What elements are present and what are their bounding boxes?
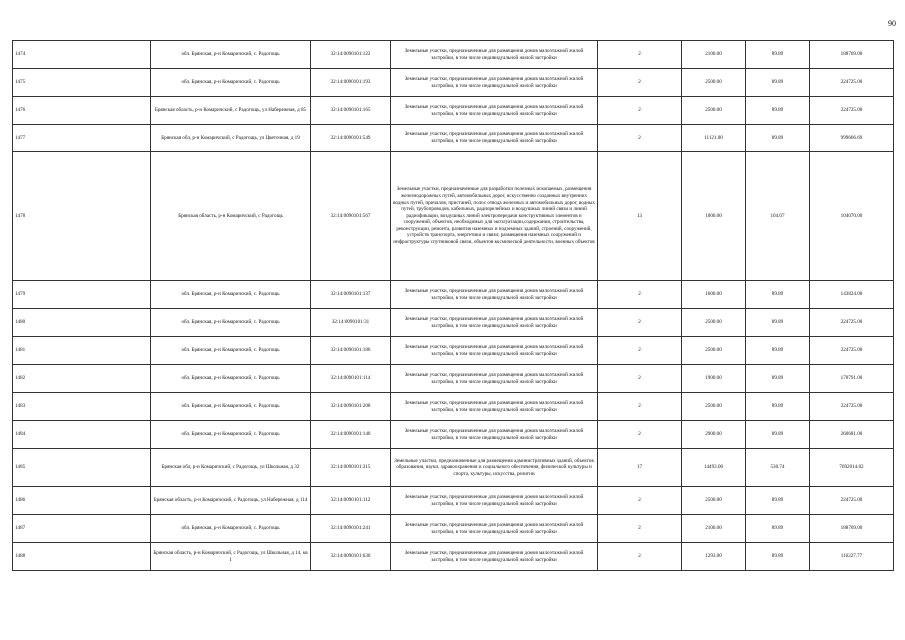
table-row xyxy=(13,515,894,543)
area-cell: 14493.00 xyxy=(682,449,746,487)
group-code-cell: 2 xyxy=(598,69,682,97)
table-row xyxy=(13,449,894,487)
specific-value-cell: 89.89 xyxy=(746,125,810,152)
land-category-cell: Земельные участки, предназначенные для размещения домов малоэтажной жилой застройки, в том числе индивидуальной жилой застройки xyxy=(391,281,598,309)
address-cell: Брянская область, р-н Комаричский, с Радогощь, ул Школьная, д 14, кв 1 xyxy=(151,543,311,571)
land-category-cell: Земельные участки, предназначенные для размещения домов малоэтажной жилой застройки, в том числе индивидуальной жилой застройки xyxy=(391,337,598,365)
row-number: 1479 xyxy=(13,281,151,309)
address-cell: обл. Брянская, р-н Комаричский, с. Радогощь xyxy=(151,41,311,69)
table-row xyxy=(13,337,894,365)
cadastral-value-cell: 188769.00 xyxy=(810,41,894,69)
address-cell: обл. Брянская, р-н Комаричский, с. Радогощь xyxy=(151,365,311,393)
address-cell: Брянская обл, р-н Комаричский, с Радогощь, ул Школьная, д 32 xyxy=(151,449,311,487)
address-cell: Брянская обл, р-н Комаричский, с Радогощь, ул Цветочная, д 19 xyxy=(151,125,311,152)
land-category-cell: Земельные участки, предназначенные для размещения домов малоэтажной жилой застройки, в том числе индивидуальной жилой застройки xyxy=(391,393,598,421)
group-code-cell: 2 xyxy=(598,393,682,421)
cadastral-number-cell: 32:14:0090101:567 xyxy=(311,152,391,281)
specific-value-cell: 89.89 xyxy=(746,69,810,97)
land-category-cell: Земельные участки, предназначенные для размещения домов малоэтажной жилой застройки, в том числе индивидуальной жилой застройки xyxy=(391,515,598,543)
cadastral-value-cell: 224725.00 xyxy=(810,97,894,125)
area-cell: 2100.00 xyxy=(682,515,746,543)
land-category-cell: Земельные участки, предназначенные для размещения домов малоэтажной жилой застройки, в том числе индивидуальной жилой застройки xyxy=(391,69,598,97)
cadastral-number-cell: 32:14:0090101:549 xyxy=(311,125,391,152)
cadastral-number-cell: 32:14:0090101:122 xyxy=(311,41,391,69)
land-category-cell: Земельные участки, предназначенные для размещения домов малоэтажной жилой застройки, в том числе индивидуальной жилой застройки xyxy=(391,41,598,69)
group-code-cell: 2 xyxy=(598,337,682,365)
row-number: 1488 xyxy=(13,543,151,571)
group-code-cell: 2 xyxy=(598,125,682,152)
land-category-cell: Земельные участки, предназначенные для размещения домов малоэтажной жилой застройки, в том числе индивидуальной жилой застройки xyxy=(391,309,598,337)
address-cell: Брянская область, р-н Комаричский, с Радогощь xyxy=(151,152,311,281)
page-number: 90 xyxy=(888,19,896,28)
group-code-cell: 2 xyxy=(598,41,682,69)
group-code-cell: 2 xyxy=(598,309,682,337)
area-cell: 11121.00 xyxy=(682,125,746,152)
cadastral-number-cell: 32:14:0090101:315 xyxy=(311,449,391,487)
row-number: 1480 xyxy=(13,309,151,337)
table-row xyxy=(13,281,894,309)
area-cell: 2500.00 xyxy=(682,97,746,125)
table-row xyxy=(13,41,894,69)
table-row xyxy=(13,309,894,337)
table-row xyxy=(13,487,894,515)
cadastral-number-cell: 32:14:0090101:193 xyxy=(311,69,391,97)
group-code-cell: 2 xyxy=(598,487,682,515)
area-cell: 1900.00 xyxy=(682,365,746,393)
table-row xyxy=(13,393,894,421)
area-cell: 1600.00 xyxy=(682,281,746,309)
land-category-cell: Земельные участки, предназначенные для разработки полезных ископаемых, размещения железнодорожных путей, автомобильных дорог, искусственно созданных внутренних водных путей, причалов, пристаней, полос отвода железных и автомобильных дорог, водных путей, трубопроводов, кабельных, радиорелейных и воздушных линий связи и линий радиофикации, воздушных линий электропередачи конструктивных элементов и сооружений, объектов, необходимых для эксплуатации,содержания, строительства, реконструкции, ремонта, развития наземных и подземных зданий, строений, сооружений, устройств транспорта, энергетики и связи; размещения наземных сооружений и инфраструктуры спутниковой связи, объектов космической деятельности, военных объектов xyxy=(391,152,598,281)
group-code-cell: 17 xyxy=(598,449,682,487)
table-row xyxy=(13,152,894,281)
cadastral-number-cell: 32:14:0090101:140 xyxy=(311,421,391,449)
specific-value-cell: 89.89 xyxy=(746,365,810,393)
table-row xyxy=(13,97,894,125)
table-row xyxy=(13,543,894,571)
address-cell: обл. Брянская, р-н Комаричский, с. Радогощь xyxy=(151,281,311,309)
area-cell: 1000.00 xyxy=(682,152,746,281)
table-row xyxy=(13,125,894,152)
specific-value-cell: 89.89 xyxy=(746,487,810,515)
cadastral-value-cell: 224725.00 xyxy=(810,393,894,421)
land-category-cell: Земельные участки, предназначенные для размещения домов малоэтажной жилой застройки, в том числе индивидуальной жилой застройки xyxy=(391,97,598,125)
land-category-cell: Земельные участки, предназначенные для размещения домов малоэтажной жилой застройки, в том числе индивидуальной жилой застройки xyxy=(391,543,598,571)
row-number: 1486 xyxy=(13,487,151,515)
address-cell: Брянская область, р-н Комаричский, с Радогощь, ул Набережная, д 85 xyxy=(151,97,311,125)
land-category-cell: Земельные участки, предназначенные для размещения домов малоэтажной жилой застройки, в том числе индивидуальной жилой застройки xyxy=(391,125,598,152)
row-number: 1477 xyxy=(13,125,151,152)
land-category-cell: Земельные участки, предназначенные для размещения административных зданий, объектов образования, науки, здравоохранения и социального обеспечения, физической культуры и спорта, культуры, искусства, религии xyxy=(391,449,598,487)
cadastral-number-cell: 32:14:0090101:31 xyxy=(311,309,391,337)
specific-value-cell: 104.07 xyxy=(746,152,810,281)
row-number: 1478 xyxy=(13,152,151,281)
address-cell: обл. Брянская, р-н Комаричский, с. Радогощь xyxy=(151,515,311,543)
land-category-cell: Земельные участки, предназначенные для размещения домов малоэтажной жилой застройки, в том числе индивидуальной жилой застройки xyxy=(391,421,598,449)
address-cell: обл. Брянская, р-н Комаричский, с. Радогощь xyxy=(151,69,311,97)
specific-value-cell: 89.89 xyxy=(746,337,810,365)
area-cell: 2500.00 xyxy=(682,337,746,365)
cadastral-value-cell: 999666.69 xyxy=(810,125,894,152)
specific-value-cell: 89.89 xyxy=(746,543,810,571)
row-number: 1475 xyxy=(13,69,151,97)
cadastral-number-cell: 32:14:0090101:208 xyxy=(311,393,391,421)
cadastral-value-cell: 104070.00 xyxy=(810,152,894,281)
address-cell: обл. Брянская, р-н Комаричский, с. Радогощь xyxy=(151,309,311,337)
specific-value-cell: 89.89 xyxy=(746,421,810,449)
cadastral-value-cell: 143824.00 xyxy=(810,281,894,309)
specific-value-cell: 89.89 xyxy=(746,97,810,125)
row-number: 1481 xyxy=(13,337,151,365)
area-cell: 2500.00 xyxy=(682,487,746,515)
table-row xyxy=(13,69,894,97)
area-cell: 2900.00 xyxy=(682,421,746,449)
group-code-cell: 2 xyxy=(598,281,682,309)
cadastral-number-cell: 32:14:0090101:137 xyxy=(311,281,391,309)
group-code-cell: 2 xyxy=(598,543,682,571)
specific-value-cell: 89.89 xyxy=(746,309,810,337)
address-cell: Брянская область, р-н Комаричский, с Радогощь, ул Набережная, д 114 xyxy=(151,487,311,515)
table-row xyxy=(13,365,894,393)
cadastral-number-cell: 32:14:0090101:114 xyxy=(311,365,391,393)
address-cell: обл. Брянская, р-н Комаричский, с. Радогощь xyxy=(151,421,311,449)
cadastral-value-cell: 170791.00 xyxy=(810,365,894,393)
specific-value-cell: 530.74 xyxy=(746,449,810,487)
area-cell: 2500.00 xyxy=(682,69,746,97)
land-category-cell: Земельные участки, предназначенные для размещения домов малоэтажной жилой застройки, в том числе индивидуальной жилой застройки xyxy=(391,487,598,515)
cadastral-value-cell: 224725.00 xyxy=(810,487,894,515)
specific-value-cell: 89.89 xyxy=(746,393,810,421)
cadastral-value-cell: 224725.00 xyxy=(810,337,894,365)
group-code-cell: 2 xyxy=(598,365,682,393)
specific-value-cell: 89.89 xyxy=(746,515,810,543)
cadastral-value-cell: 116227.77 xyxy=(810,543,894,571)
cadastral-value-cell: 188769.00 xyxy=(810,515,894,543)
specific-value-cell: 89.89 xyxy=(746,41,810,69)
area-cell: 2500.00 xyxy=(682,309,746,337)
row-number: 1484 xyxy=(13,421,151,449)
cadastral-value-table xyxy=(12,40,894,571)
cadastral-number-cell: 32:14:0090101:186 xyxy=(311,337,391,365)
area-cell: 2500.00 xyxy=(682,393,746,421)
row-number: 1474 xyxy=(13,41,151,69)
group-code-cell: 2 xyxy=(598,97,682,125)
cadastral-number-cell: 32:14:0090101:165 xyxy=(311,97,391,125)
cadastral-value-cell: 224725.00 xyxy=(810,309,894,337)
cadastral-number-cell: 32:14:0090101:241 xyxy=(311,515,391,543)
cadastral-number-cell: 32:14:0090101:630 xyxy=(311,543,391,571)
table-row xyxy=(13,421,894,449)
address-cell: обл. Брянская, р-н Комаричский, с. Радогощь xyxy=(151,337,311,365)
area-cell: 1293.00 xyxy=(682,543,746,571)
group-code-cell: 13 xyxy=(598,152,682,281)
group-code-cell: 2 xyxy=(598,515,682,543)
specific-value-cell: 89.89 xyxy=(746,281,810,309)
cadastral-value-cell: 7692014.82 xyxy=(810,449,894,487)
area-cell: 2100.00 xyxy=(682,41,746,69)
cadastral-number-cell: 32:14:0090101:112 xyxy=(311,487,391,515)
cadastral-value-cell: 224725.00 xyxy=(810,69,894,97)
row-number: 1487 xyxy=(13,515,151,543)
address-cell: обл. Брянская, р-н Комаричский, с. Радогощь xyxy=(151,393,311,421)
land-category-cell: Земельные участки, предназначенные для размещения домов малоэтажной жилой застройки, в том числе индивидуальной жилой застройки xyxy=(391,365,598,393)
cadastral-value-cell: 260681.00 xyxy=(810,421,894,449)
group-code-cell: 2 xyxy=(598,421,682,449)
row-number: 1482 xyxy=(13,365,151,393)
row-number: 1485 xyxy=(13,449,151,487)
row-number: 1476 xyxy=(13,97,151,125)
row-number: 1483 xyxy=(13,393,151,421)
